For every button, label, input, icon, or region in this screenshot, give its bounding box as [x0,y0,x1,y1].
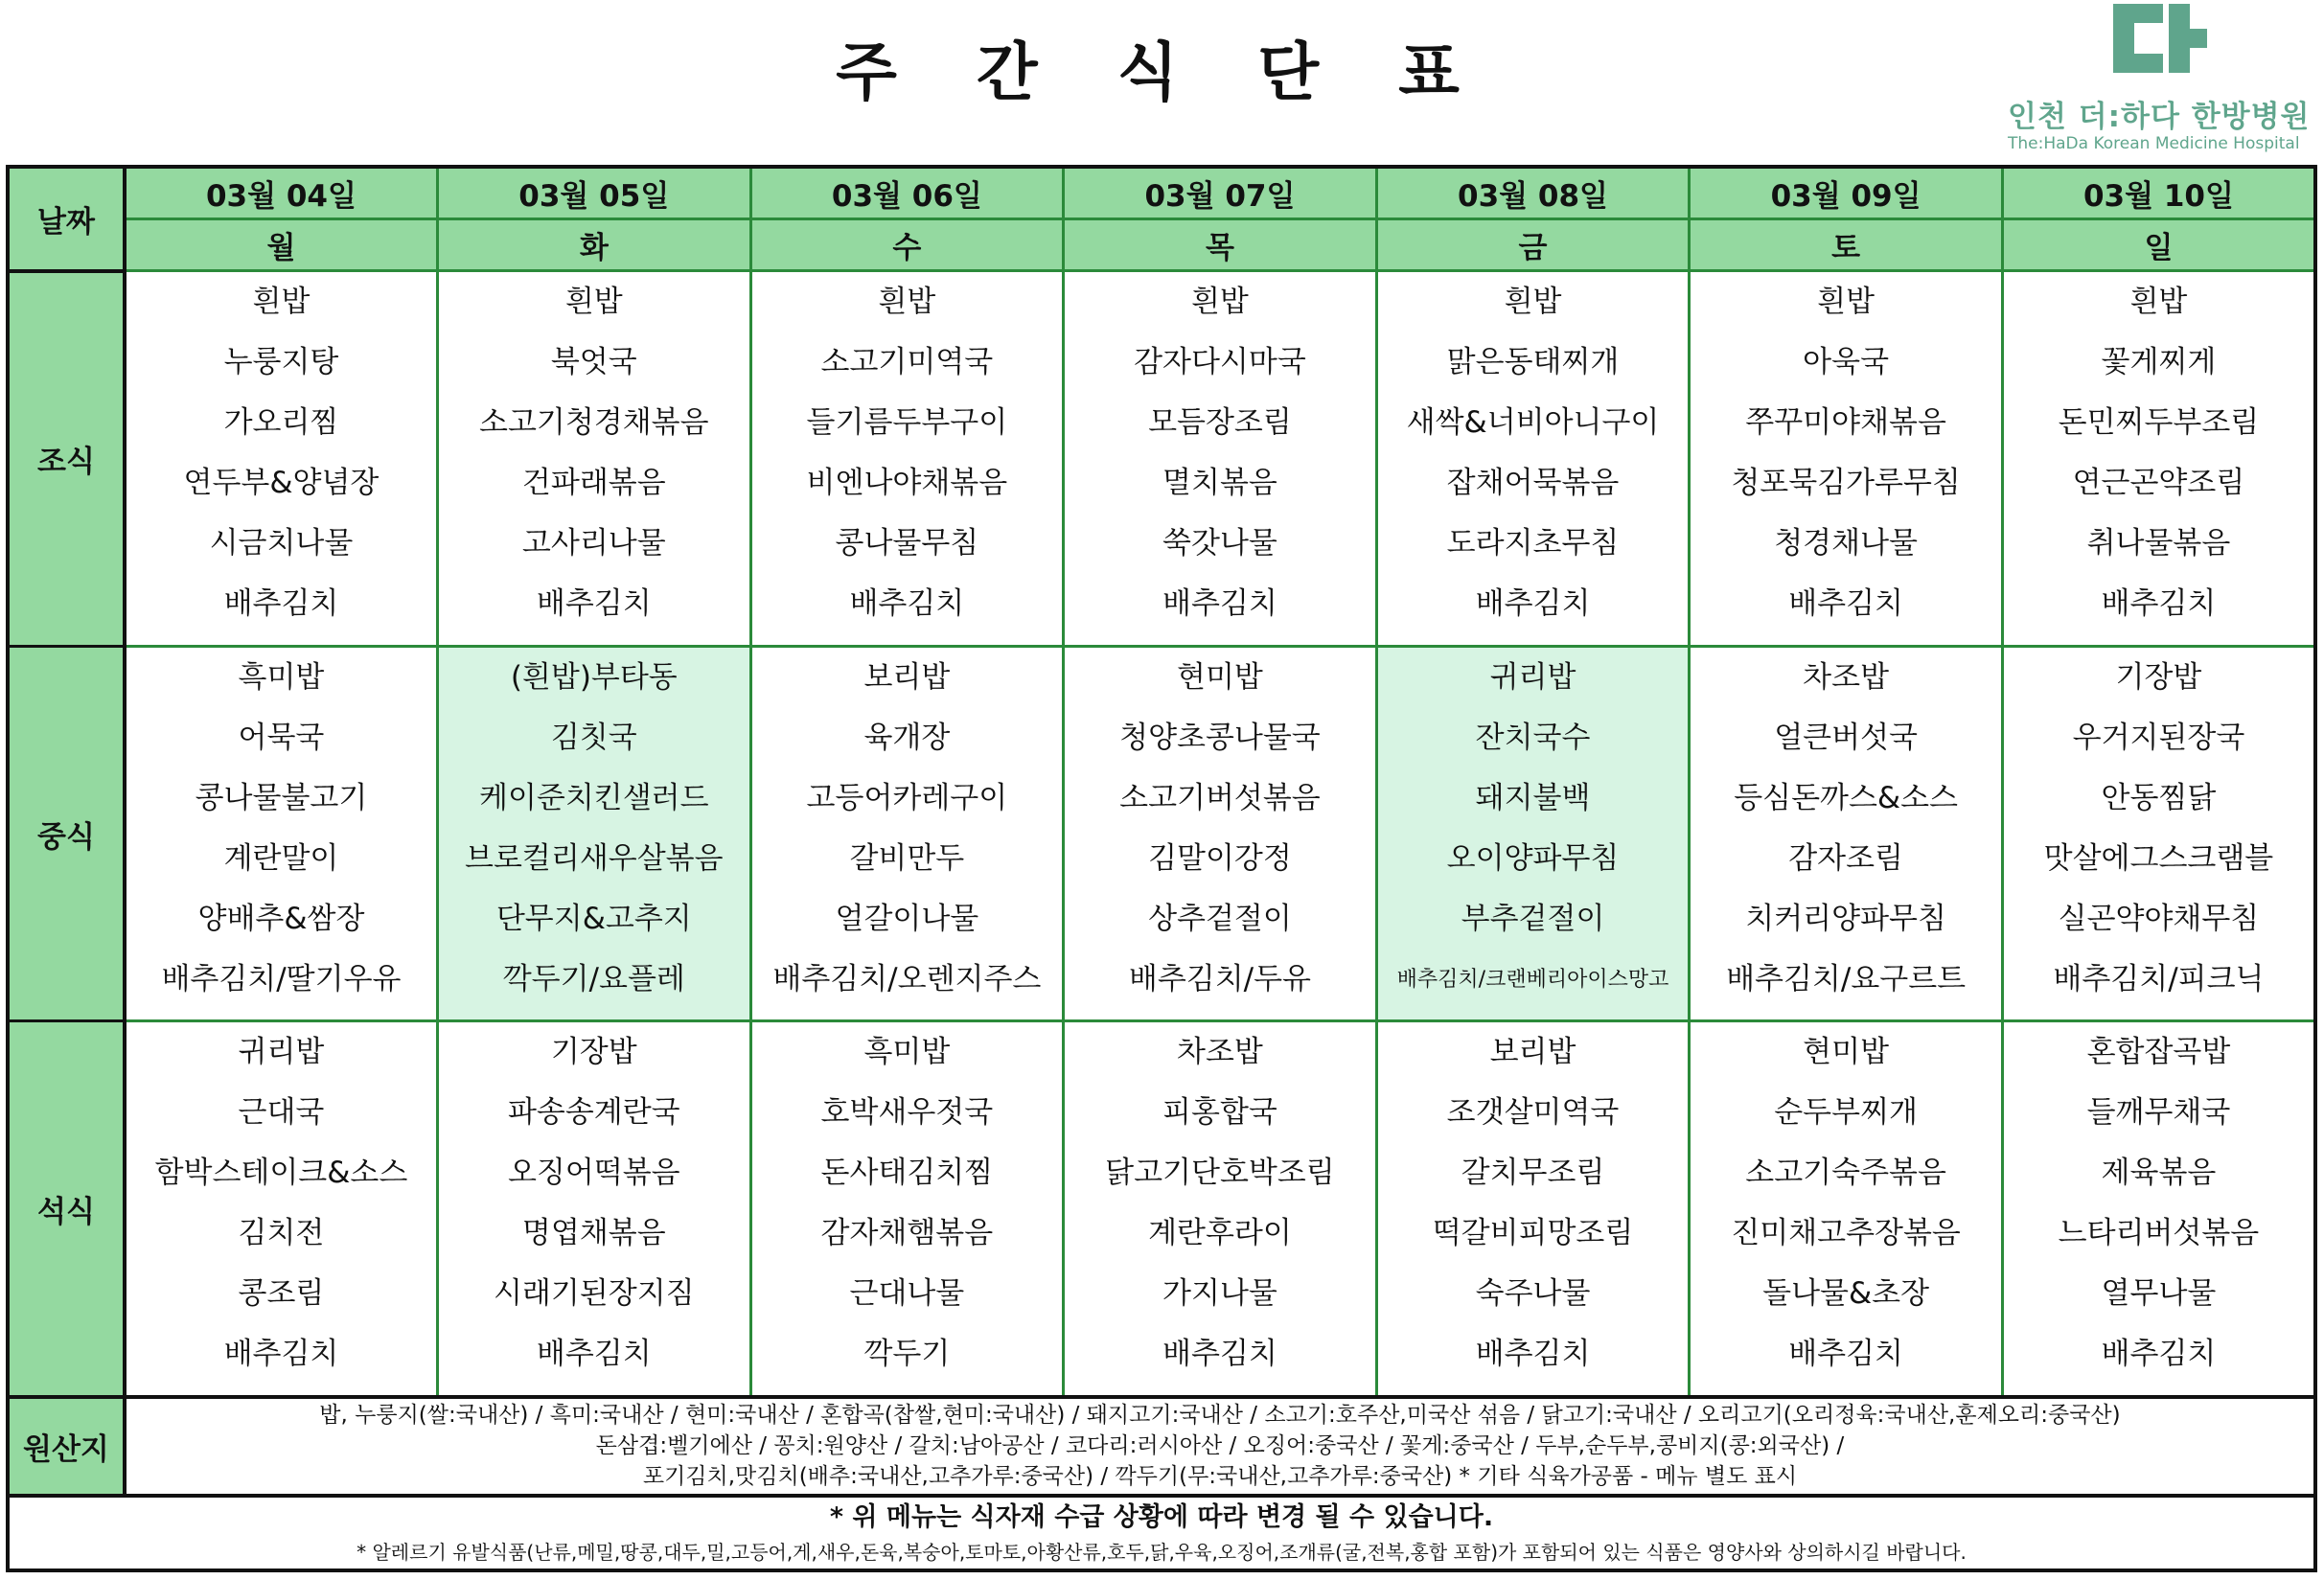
menu-cell [750,646,1064,1021]
menu-item: 피홍합국 [1162,1095,1277,1131]
menu-item: 흰밥 [1504,285,1562,319]
menu-item: 새싹&너비아니구이 [1406,405,1660,440]
menu-item: 감자채햄볶음 [820,1216,994,1251]
menu-item: 배추김치 [1788,1337,1903,1372]
hospital-name: 인천 더:하다 한방병원 [2008,100,2311,134]
menu-item: 보리밥 [1489,1035,1576,1070]
menu-item: 부추겉절이 [1461,901,1605,936]
menu-item: 등심돈까스&소스 [1734,780,1958,815]
menu-item: 쑥갓나물 [1162,526,1277,561]
menu-item: 우거지된장국 [2072,720,2245,755]
menu-item: 현미밥 [1177,659,1263,695]
menu-item: 배추김치 [1788,586,1903,621]
menu-item: 계란후라이 [1148,1216,1292,1251]
notice [8,1496,2315,1570]
menu-item: 잔치국수 [1475,720,1591,755]
meal-label: 중식 [8,646,125,1021]
menu-item: 배추김치 [1162,1337,1277,1372]
date-cell: 03월 10일 [2002,167,2315,219]
menu-cell [1690,1021,2003,1397]
menu-cell [1376,271,1690,647]
menu-item: 어묵국 [238,720,325,755]
menu-item: 배추김치/요구르트 [1726,961,1967,996]
menu-item: 배추김치/두유 [1128,961,1311,996]
weekday-cell: 금 [1376,219,1690,271]
menu-item: 배추김치/딸기우유 [161,961,402,996]
menu-item: 호박새우젓국 [820,1095,994,1131]
menu-item: 모듬장조림 [1148,405,1292,440]
menu-item: 단무지&고추지 [495,901,692,936]
menu-item: 닭고기단호박조림 [1105,1156,1335,1191]
menu-item: 청양초콩나물국 [1119,720,1321,755]
menu-item: 근대국 [238,1095,325,1131]
menu-item: 진미채고추장볶음 [1731,1216,1961,1251]
menu-item: 흰밥 [1817,285,1875,319]
origin-label: 원산지 [8,1397,125,1496]
menu-cell [1376,1021,1690,1397]
hospital-logo-icon [2113,4,2209,75]
menu-item: 배추김치 [223,1337,339,1372]
menu-item: 소고기청경채볶음 [479,405,709,440]
origin-info [125,1397,2315,1496]
menu-item: 흰밥 [564,285,623,319]
menu-item: 오이양파무침 [1446,840,1620,876]
menu-item: 얼큰버섯국 [1774,720,1918,755]
menu-item: 김칫국 [550,720,637,755]
menu-item: 감자다시마국 [1134,345,1306,379]
menu-item: 연두부&양념장 [183,466,380,500]
menu-item: 오징어떡볶음 [507,1156,680,1191]
weekday-cell: 화 [438,219,751,271]
menu-item: 잡채어묵볶음 [1446,466,1620,500]
menu-item: 꽃게찌게 [2101,345,2217,379]
date-cell: 03월 04일 [125,167,438,219]
menu-cell [438,271,751,647]
origin-line: 돈삼겹:벨기에산 / 꽁치:원양산 / 갈치:남아공산 / 코다리:러시아산 / 오징어:중국산 / 꽃게:중국산 / 두부,순두부,콩비지(콩:외국산) / [595,1433,1845,1459]
menu-item: 북엇국 [550,345,637,379]
menu-item: 배추김치/오렌지주스 [772,961,1042,996]
weekly-menu-table [6,165,2317,1572]
menu-item: 계란말이 [223,840,339,876]
menu-item: 배추김치 [536,586,652,621]
menu-item: 흰밥 [1190,285,1249,319]
menu-item: 돼지불백 [1475,780,1591,815]
menu-item: 숙주나물 [1475,1276,1591,1312]
menu-cell [125,1021,438,1397]
menu-item: 돈사태김치찜 [820,1156,994,1191]
origin-line: 밥, 누룽지(쌀:국내산) / 흑미:국내산 / 현미:국내산 / 혼합곡(찹쌀,현미:국내산) / 돼지고기:국내산 / 소고기:호주산,미국산 섞음 / 닭고기:국내산 / 오리고기(오리정육:국내산,훈제오리:중국산) [319,1403,2121,1429]
menu-item: 누룽지탕 [223,345,339,379]
menu-item: 배추김치/피크닉 [2053,961,2265,996]
date-cell: 03월 08일 [1376,167,1690,219]
page-title: 주 간 식 단 표 [836,35,1488,109]
hospital-name-english: The:HaDa Korean Medicine Hospital [2008,134,2300,153]
menu-item: 조갯살미역국 [1446,1095,1620,1131]
menu-item: 청경채나물 [1774,526,1918,561]
hospital-logo [1998,0,2324,163]
allergy-notice: * 알레르기 유발식품(난류,메밀,땅콩,대두,밀,고등어,게,새우,돈육,복숭아,토마토,아황산류,호두,닭,우육,오징어,조개류(굴,전복,홍합 포함)가 포함되어 있는 식품은 영양사와 상의하시길 바랍니다. [357,1540,1967,1564]
date-cell: 03월 06일 [750,167,1064,219]
menu-item: 느타리버섯볶음 [2058,1216,2260,1251]
menu-item: 청포묵김가루무침 [1731,466,1961,500]
menu-item: 멸치볶음 [1162,466,1277,500]
menu-item: 혼합잡곡밥 [2086,1035,2231,1070]
menu-item: 근대나물 [849,1276,965,1312]
menu-item: 배추김치 [223,586,339,621]
menu-item: 가지나물 [1162,1276,1277,1312]
menu-item: 명엽채볶음 [521,1216,666,1251]
date-column-label: 날짜 [8,167,125,271]
menu-item: 떡갈비피망조림 [1432,1216,1634,1251]
menu-cell [1064,271,1377,647]
menu-item: 고사리나물 [521,526,666,561]
menu-item: 시금치나물 [209,526,354,561]
menu-item: 들깨무채국 [2086,1095,2231,1131]
menu-item: 귀리밥 [1489,659,1576,695]
menu-cell [1690,271,2003,647]
menu-item: 콩나물불고기 [195,780,368,815]
menu-item: 흰밥 [878,285,936,319]
weekday-cell: 수 [750,219,1064,271]
menu-item: (흰밥)부타동 [510,659,678,695]
menu-cell [1376,646,1690,1021]
menu-item: 김치전 [238,1216,325,1251]
menu-item: 흑미밥 [238,659,325,695]
menu-item: 안동찜닭 [2101,780,2217,815]
menu-cell [2002,646,2315,1021]
menu-item: 들기름두부구이 [806,405,1008,440]
menu-cell [1064,646,1377,1021]
menu-item: 갈비만두 [849,840,965,876]
menu-item: 소고기미역국 [820,345,994,379]
menu-item: 케이준치킨샐러드 [479,780,709,815]
notice-main: * 위 메뉴는 식자재 수급 상황에 따라 변경 될 수 있습니다. [829,1501,1494,1532]
menu-item: 맑은동태찌개 [1446,345,1620,379]
menu-item: 배추김치/크랜베리아이스망고 [1396,967,1669,992]
menu-item: 상추겉절이 [1148,901,1292,936]
menu-item: 기장밥 [2115,659,2202,695]
menu-item: 제육볶음 [2101,1156,2217,1191]
menu-item: 배추김치 [849,586,965,621]
menu-item: 깍두기/요플레 [502,961,685,996]
weekday-cell: 목 [1064,219,1377,271]
date-cell: 03월 09일 [1690,167,2003,219]
origin-line: 포기김치,맛김치(배추:국내산,고추가루:중국산) / 깍두기(무:국내산,고추가루:중국산) * 기타 식육가공품 - 메뉴 별도 표시 [642,1464,1798,1490]
menu-item: 소고기숙주볶음 [1745,1156,1946,1191]
menu-item: 돌나물&초장 [1762,1276,1930,1312]
menu-cell [750,1021,1064,1397]
menu-item: 흰밥 [2129,285,2188,319]
menu-item: 현미밥 [1803,1035,1890,1070]
menu-cell [125,271,438,647]
meal-label: 조식 [8,271,125,647]
menu-item: 배추김치 [1475,586,1591,621]
menu-item: 아욱국 [1803,345,1890,379]
menu-item: 보리밥 [863,659,951,695]
weekday-cell: 일 [2002,219,2315,271]
date-cell: 03월 07일 [1064,167,1377,219]
menu-cell [750,271,1064,647]
menu-item: 배추김치 [1162,586,1277,621]
menu-item: 소고기버섯볶음 [1119,780,1321,815]
menu-item: 배추김치 [2101,1337,2217,1372]
menu-cell [125,646,438,1021]
menu-item: 순두부찌개 [1774,1095,1918,1131]
menu-item: 배추김치 [2101,586,2217,621]
menu-item: 가오리찜 [223,405,339,440]
menu-item: 콩나물무침 [835,526,979,561]
menu-cell [2002,1021,2315,1397]
menu-item: 열무나물 [2101,1276,2217,1312]
menu-item: 배추김치 [1475,1337,1591,1372]
menu-cell [1690,646,2003,1021]
date-cell: 03월 05일 [438,167,751,219]
menu-cell [438,646,751,1021]
weekday-cell: 월 [125,219,438,271]
menu-item: 흰밥 [252,285,311,319]
menu-item: 김말이강정 [1148,840,1292,876]
menu-item: 배추김치 [536,1337,652,1372]
weekday-cell: 토 [1690,219,2003,271]
menu-item: 건파래볶음 [521,466,666,500]
menu-item: 함박스테이크&소스 [154,1156,408,1191]
menu-item: 연근곤약조림 [2072,466,2245,500]
menu-item: 돈민찌두부조림 [2058,405,2260,440]
menu-item: 육개장 [863,720,951,755]
menu-item: 콩조림 [238,1276,325,1312]
menu-item: 도라지초무침 [1446,526,1620,561]
menu-item: 기장밥 [550,1035,637,1070]
menu-item: 양배추&쌈장 [197,901,365,936]
menu-item: 차조밥 [1177,1035,1263,1070]
menu-item: 실곤약야채무침 [2058,901,2260,936]
menu-cell [438,1021,751,1397]
menu-item: 흑미밥 [863,1035,951,1070]
menu-item: 귀리밥 [238,1035,325,1070]
menu-cell [2002,271,2315,647]
menu-item: 얼갈이나물 [835,901,979,936]
meal-label: 석식 [8,1021,125,1397]
menu-item: 쭈꾸미야채볶음 [1745,405,1946,440]
menu-item: 차조밥 [1803,659,1890,695]
menu-item: 시래기된장지짐 [493,1276,695,1312]
menu-item: 파송송계란국 [507,1095,680,1131]
menu-item: 깍두기 [863,1337,951,1372]
menu-item: 맛살에그스크램블 [2043,840,2274,876]
menu-cell [1064,1021,1377,1397]
menu-item: 치커리양파무침 [1745,901,1946,936]
menu-item: 갈치무조림 [1461,1156,1605,1191]
menu-item: 비엔나야채볶음 [806,466,1008,500]
menu-item: 브로컬리새우살볶음 [465,840,724,876]
menu-item: 고등어카레구이 [806,780,1008,815]
menu-item: 취나물볶음 [2086,526,2231,561]
menu-item: 감자조림 [1788,840,1903,876]
